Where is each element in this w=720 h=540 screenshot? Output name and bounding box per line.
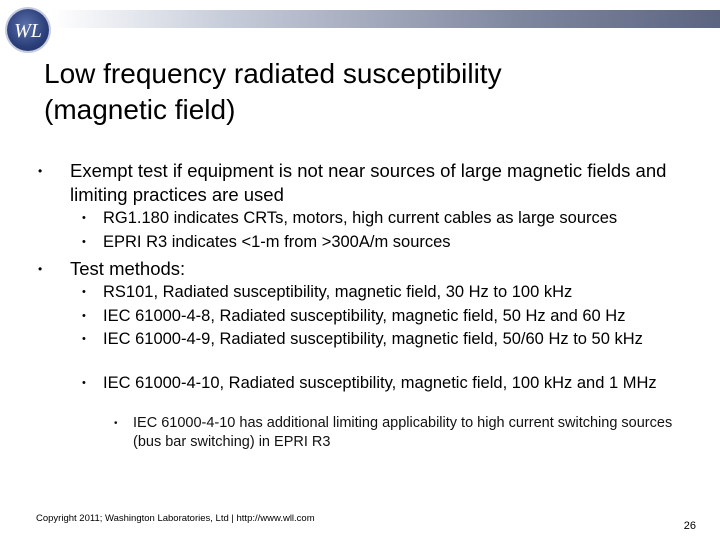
bullet-text: Exempt test if equipment is not near sources of large magnetic fields and limiting practices are used — [70, 160, 667, 205]
bullet-icon: • — [82, 286, 86, 298]
sub-bullet-iec-61000-4-9 — [82, 328, 663, 350]
bullet-text: IEC 61000-4-9, Radiated susceptibility, magnetic field, 50/60 Hz to 50 kHz — [103, 330, 643, 348]
bullet-icon: • — [82, 333, 86, 345]
bullet-text: Test methods: — [70, 258, 186, 279]
slide-title-line-2: (magnetic field) — [44, 94, 236, 125]
top-gradient-bar — [52, 10, 720, 28]
logo-text: WL — [14, 20, 42, 42]
bullet-icon: • — [82, 236, 86, 248]
bullet-icon: • — [82, 310, 86, 322]
bullet-icon: • — [38, 164, 43, 178]
page-number: 26 — [683, 520, 696, 532]
bullet-text: IEC 61000-4-10 has additional limiting applicability to high current switching sources (bus bar switching) in EPRI R3 — [133, 415, 673, 450]
bullet-icon: • — [38, 262, 43, 276]
slide-title-line-1: Low frequency radiated susceptibility — [44, 58, 502, 89]
slide-title — [44, 56, 684, 128]
bullet-test-methods — [38, 257, 700, 281]
footer-copyright: Copyright 2011; Washington Laboratories, Ltd | http://www.wll.com — [36, 513, 315, 524]
bullet-text: EPRI R3 indicates <1-m from >300A/m sources — [103, 233, 451, 251]
bullet-text: IEC 61000-4-10, Radiated susceptibility, magnetic field, 100 kHz and 1 MHz — [103, 374, 657, 392]
bullet-text: RS101, Radiated susceptibility, magnetic field, 30 Hz to 100 kHz — [103, 283, 573, 301]
washington-laboratories-logo-icon — [7, 9, 49, 51]
bullet-exempt-test — [38, 159, 700, 207]
sub-bullet-iec-61000-4-10 — [82, 372, 673, 394]
bullet-icon: • — [82, 212, 86, 224]
sub-bullet-iec-61000-4-8 — [82, 305, 703, 327]
sub-bullet-epri-r3 — [82, 231, 703, 253]
sub-bullet-rs101 — [82, 281, 703, 303]
bullet-icon: • — [82, 377, 86, 389]
bullet-text: RG1.180 indicates CRTs, motors, high current cables as large sources — [103, 209, 618, 227]
sub-sub-bullet-iec-61000-4-10-note — [114, 414, 678, 452]
bullet-text: IEC 61000-4-8, Radiated susceptibility, magnetic field, 50 Hz and 60 Hz — [103, 307, 626, 325]
sub-bullet-rg1180 — [82, 207, 703, 229]
bullet-icon: • — [114, 418, 118, 429]
